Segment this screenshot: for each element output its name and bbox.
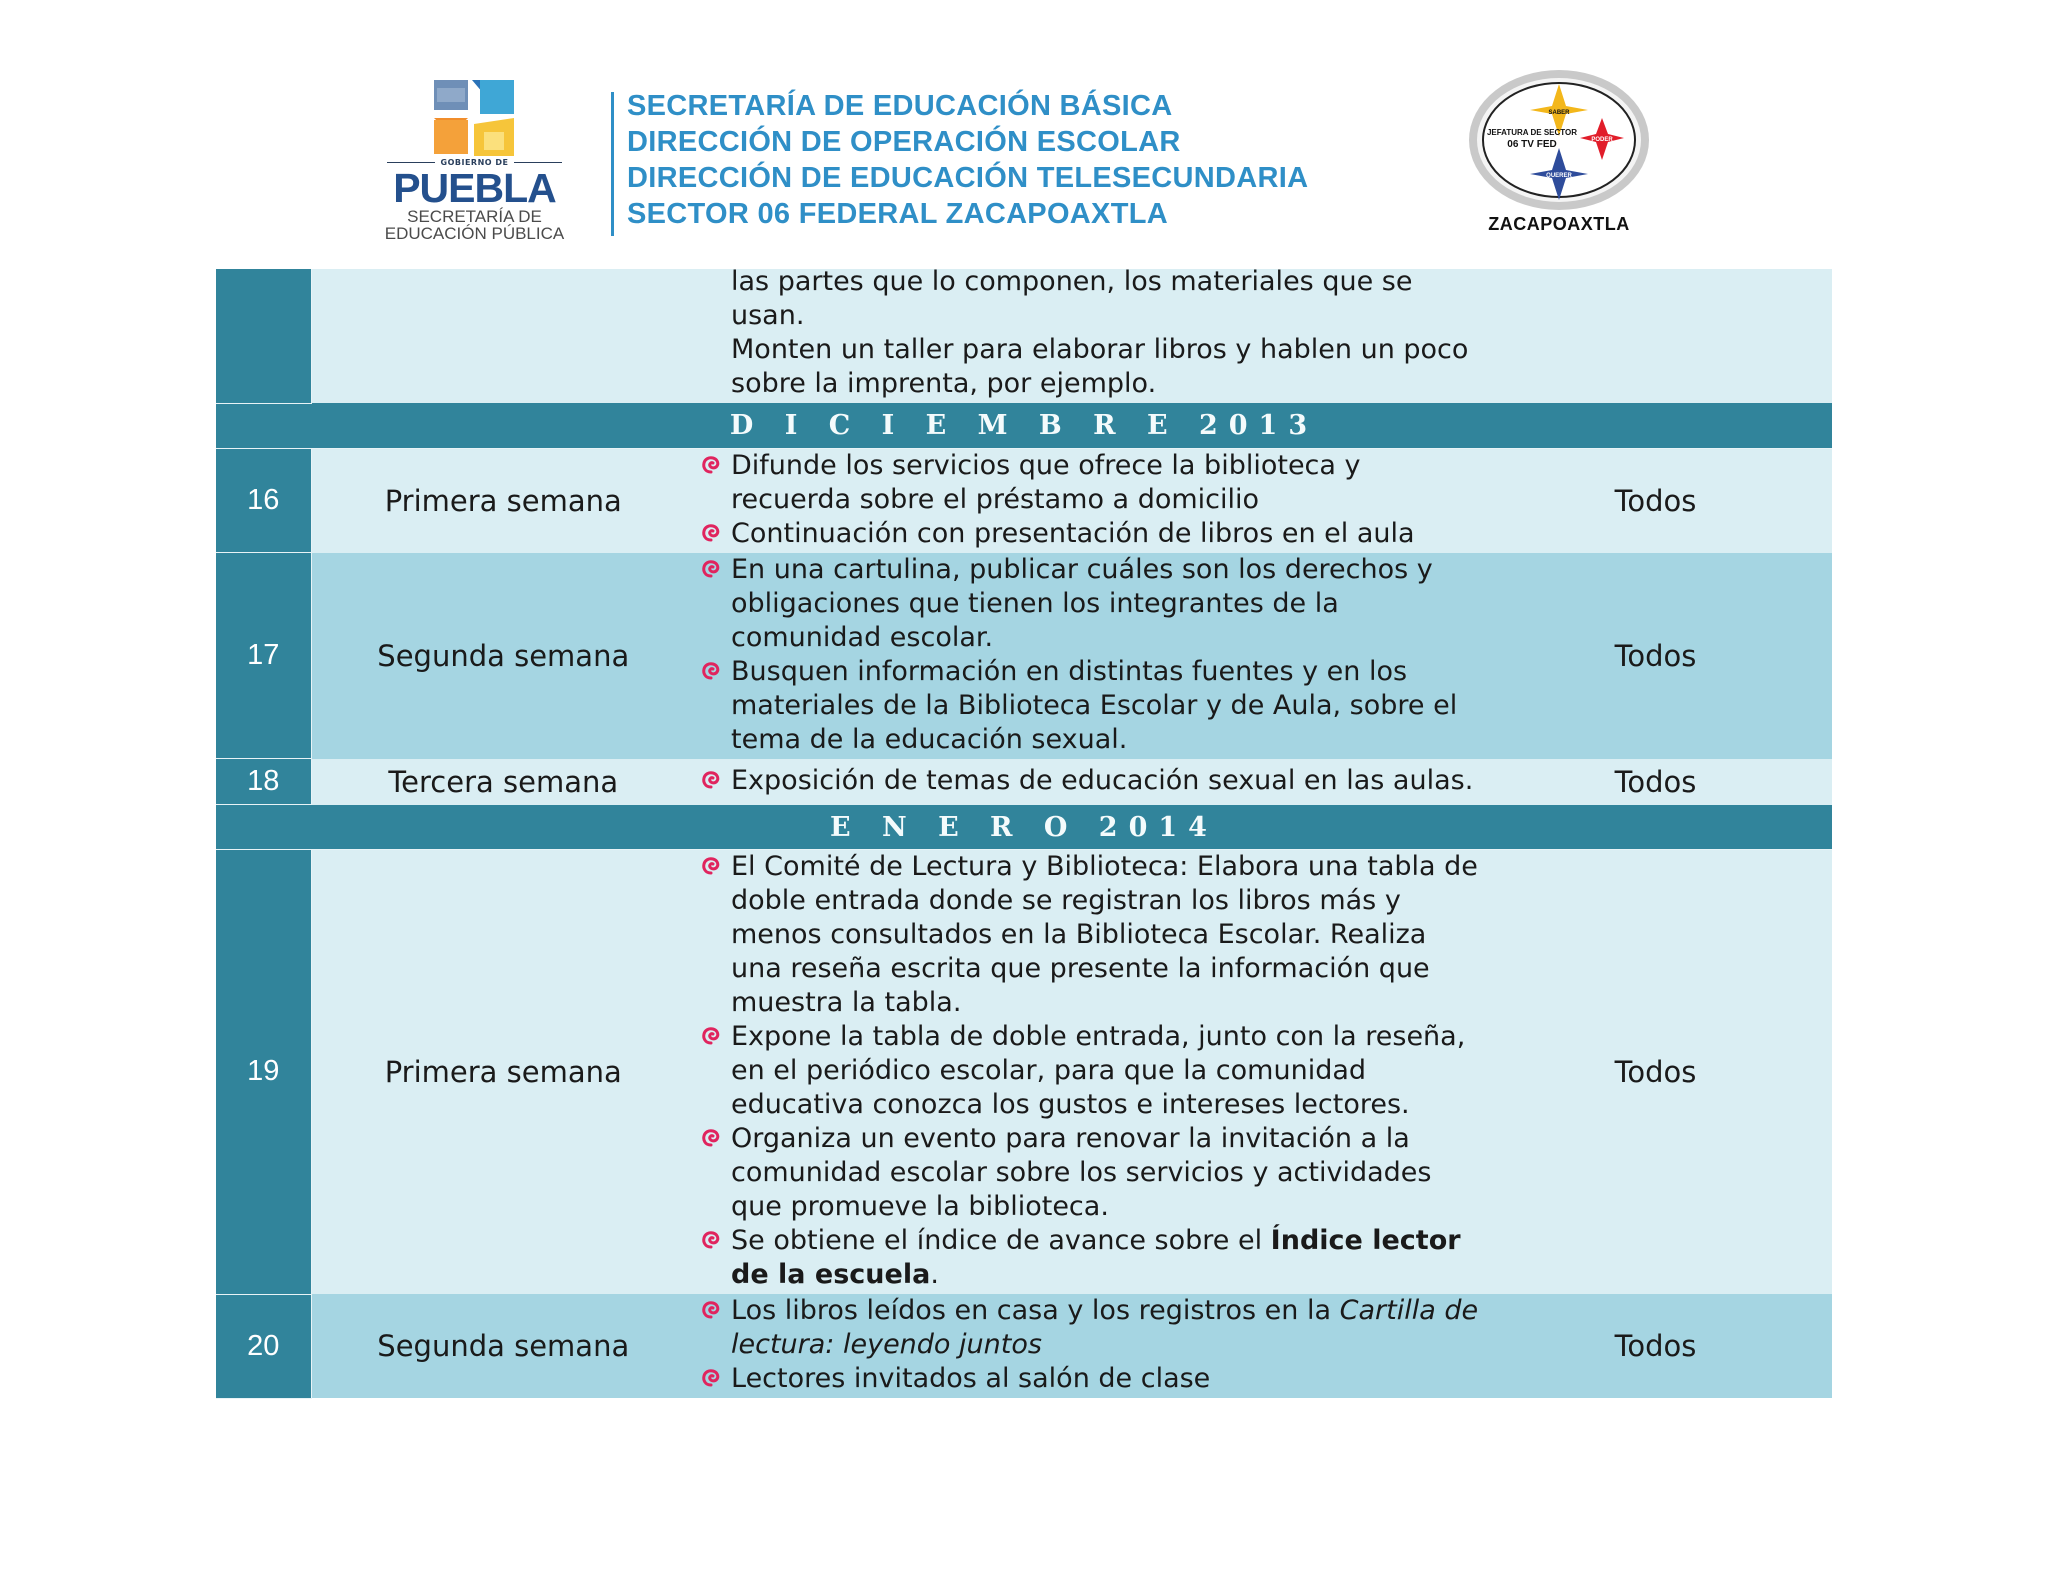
continuation-line-1: las partes que lo componen, los materiales que se usan. bbox=[731, 266, 1413, 331]
activity-item bbox=[731, 449, 1479, 517]
activity-item bbox=[731, 1224, 1479, 1292]
activities-cell bbox=[695, 553, 1479, 759]
spiral-bullet-icon bbox=[700, 1299, 722, 1321]
star-saber-label: SABER bbox=[1548, 110, 1570, 116]
sector-logo-text-bottom: 06 TV FED bbox=[1507, 139, 1557, 150]
activity-item bbox=[731, 1122, 1479, 1224]
activity-item bbox=[731, 517, 1479, 551]
header-line-4: SECTOR 06 FEDERAL ZACAPOAXTLA bbox=[627, 198, 1168, 230]
activities-cell bbox=[695, 448, 1479, 553]
week-label: Segunda semana bbox=[311, 553, 695, 759]
week-cell-empty bbox=[311, 269, 695, 403]
spiral-bullet-icon bbox=[700, 855, 722, 877]
spiral-bullet-icon bbox=[700, 769, 722, 791]
continuation-line-2: Monten un taller para elaborar libros y hablen un poco bbox=[731, 334, 1469, 365]
activity-text-pre: Los libros leídos en casa y los registros en la bbox=[731, 1295, 1340, 1326]
header-line-1: SECRETARÍA DE EDUCACIÓN BÁSICA bbox=[627, 90, 1173, 122]
table-row bbox=[216, 759, 1832, 805]
header-line-2: DIRECCIÓN DE OPERACIÓN ESCOLAR bbox=[627, 126, 1181, 158]
continuation-line-3: sobre la imprenta, por ejemplo. bbox=[731, 368, 1157, 399]
sep-label-line2: EDUCACIÓN PÚBLICA bbox=[384, 224, 565, 243]
star-poder-label: PODER bbox=[1591, 137, 1613, 143]
row-number: 18 bbox=[216, 759, 311, 805]
participants-label: Todos bbox=[1479, 553, 1832, 759]
puebla-wordmark: PUEBLA bbox=[393, 165, 556, 211]
week-label: Tercera semana bbox=[311, 759, 695, 805]
spiral-bullet-icon bbox=[700, 660, 722, 682]
table-row-continuation bbox=[216, 269, 1832, 403]
sector-06-logo bbox=[1462, 62, 1656, 242]
table-row bbox=[216, 448, 1832, 553]
header-line-3: DIRECCIÓN DE EDUCACIÓN TELESECUNDARIA bbox=[627, 162, 1309, 194]
sep-label bbox=[372, 208, 577, 242]
activity-text: El Comité de Lectura y Biblioteca: Elabora una tabla de doble entrada donde se registran los libros más y menos consultados en la Biblioteca Escolar. Realiza una reseña escrita que presente la información que muestra la tabla. bbox=[731, 851, 1478, 1018]
activity-text: Busquen información en distintas fuentes y en los materiales de la Biblioteca Escolar y de Aula, sobre el tema de la educación sexual. bbox=[731, 655, 1458, 755]
spiral-bullet-icon bbox=[700, 1367, 722, 1389]
activity-schedule-table bbox=[216, 266, 1832, 1399]
spiral-bullet-icon bbox=[700, 1025, 722, 1047]
sep-label-line1: SECRETARÍA DE bbox=[407, 207, 542, 226]
star-querer-label: QUERER bbox=[1546, 173, 1572, 179]
gobierno-de-label: GOBIERNO DE bbox=[372, 158, 577, 167]
indice-lector-bold: Índice lector de la escuela bbox=[731, 1225, 1461, 1290]
spiral-bullet-icon bbox=[700, 522, 722, 544]
activity-text: En una cartulina, publicar cuáles son los derechos y obligaciones que tienen los integrantes de la comunidad escolar. bbox=[731, 553, 1433, 653]
spiral-bullet-icon bbox=[700, 1229, 722, 1251]
participants-cell-empty bbox=[1479, 269, 1832, 403]
table-row bbox=[216, 850, 1832, 1295]
sector-logo-text-top: JEFATURA DE SECTOR bbox=[1486, 128, 1578, 137]
activity-item bbox=[731, 1020, 1479, 1122]
activity-text: Organiza un evento para renovar la invitación a la comunidad escolar sobre los servicios y actividades que promueve la biblioteca. bbox=[731, 1123, 1432, 1222]
row-number: 17 bbox=[216, 553, 311, 759]
activity-text-pre: Se obtiene el índice de avance sobre el bbox=[731, 1225, 1271, 1256]
sector-emblem-icon bbox=[1462, 62, 1656, 212]
activity-item bbox=[731, 1362, 1479, 1396]
activities-cell bbox=[695, 759, 1479, 805]
row-number: 20 bbox=[216, 1294, 311, 1398]
cartilla-title-italic: Cartilla de lectura: leyendo juntos bbox=[731, 1295, 1479, 1360]
header-divider bbox=[611, 92, 614, 236]
row-number: 19 bbox=[216, 850, 311, 1295]
spiral-bullet-icon bbox=[700, 558, 722, 580]
participants-label: Todos bbox=[1479, 1294, 1832, 1398]
participants-label: Todos bbox=[1479, 850, 1832, 1295]
activity-item bbox=[731, 1294, 1479, 1362]
month-label-diciembre: D I C I E M B R E 2013 bbox=[216, 403, 1832, 448]
participants-label: Todos bbox=[1479, 759, 1832, 805]
activity-item bbox=[731, 655, 1479, 757]
month-label-enero: E N E R O 2014 bbox=[216, 805, 1832, 850]
month-header-row bbox=[216, 805, 1832, 850]
activity-item bbox=[731, 764, 1479, 798]
header-institution-lines bbox=[627, 88, 1308, 232]
activity-text: Difunde los servicios que ofrece la biblioteca y recuerda sobre el préstamo a domicilio bbox=[731, 449, 1361, 515]
week-label: Segunda semana bbox=[311, 1294, 695, 1398]
activities-cell bbox=[695, 850, 1479, 1295]
activity-text: Expone la tabla de doble entrada, junto con la reseña, en el periódico escolar, para que la comunidad educativa conozca los gustos e intereses lectores. bbox=[731, 1021, 1466, 1120]
activities-cell bbox=[695, 1294, 1479, 1398]
week-label: Primera semana bbox=[311, 448, 695, 553]
num-cell-empty bbox=[216, 269, 311, 403]
row-number: 16 bbox=[216, 448, 311, 553]
sector-logo-caption: ZACAPOAXTLA bbox=[1488, 214, 1630, 234]
spiral-bullet-icon bbox=[700, 454, 722, 476]
spiral-bullet-icon bbox=[700, 1127, 722, 1149]
puebla-tiles-icon bbox=[434, 80, 514, 156]
activity-text: Lectores invitados al salón de clase bbox=[731, 1363, 1211, 1394]
activity-text-post: . bbox=[930, 1259, 939, 1290]
week-label: Primera semana bbox=[311, 850, 695, 1295]
activity-text: Continuación con presentación de libros en el aula bbox=[731, 517, 1415, 549]
table-row bbox=[216, 553, 1832, 759]
table-row bbox=[216, 1294, 1832, 1398]
puebla-sep-logo bbox=[372, 78, 582, 243]
activity-text: Exposición de temas de educación sexual en las aulas. bbox=[731, 764, 1474, 796]
month-header-row bbox=[216, 403, 1832, 448]
participants-label: Todos bbox=[1479, 448, 1832, 553]
activity-item bbox=[731, 850, 1479, 1020]
activities-cell bbox=[695, 266, 1479, 403]
activity-item bbox=[731, 553, 1479, 655]
